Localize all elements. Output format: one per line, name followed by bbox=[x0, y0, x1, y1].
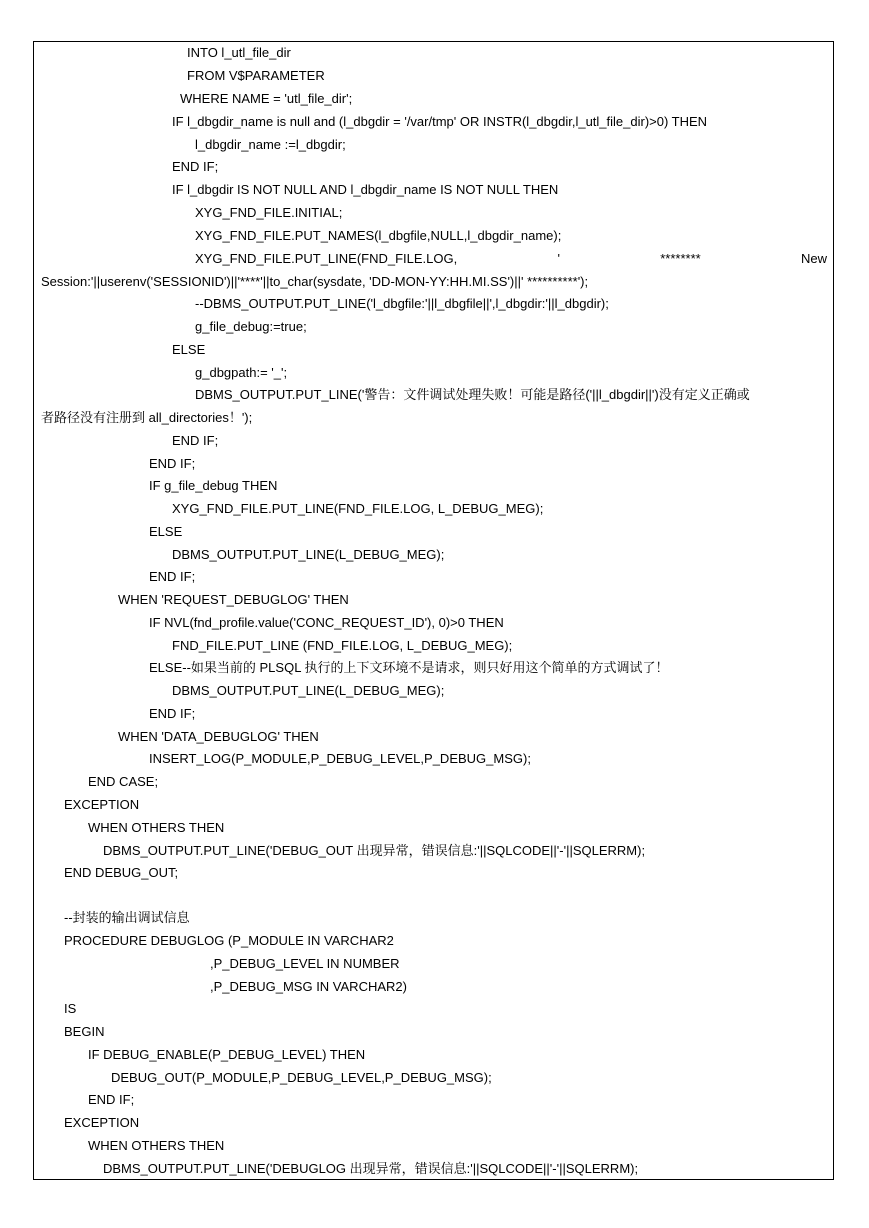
code-line: g_dbgpath:= '_'; bbox=[195, 365, 288, 380]
code-line: END IF; bbox=[172, 159, 219, 174]
code-line: DBMS_OUTPUT.PUT_LINE('DEBUG_OUT 出现异常，错误信息:'||SQLCODE||'-'||SQLERRM); bbox=[103, 843, 646, 858]
code-line: IS bbox=[64, 1001, 77, 1016]
code-line: FND_FILE.PUT_LINE (FND_FILE.LOG, L_DEBUG_MEG); bbox=[172, 638, 513, 653]
code-line: DBMS_OUTPUT.PUT_LINE('DEBUGLOG 出现异常，错误信息:'||SQLCODE||'-'||SQLERRM); bbox=[103, 1161, 639, 1176]
code-line: XYG_FND_FILE.PUT_NAMES(l_dbgfile,NULL,l_dbgdir_name); bbox=[195, 228, 562, 243]
code-line: END IF; bbox=[172, 433, 219, 448]
code-line: IF g_file_debug THEN bbox=[149, 478, 278, 493]
code-line: --DBMS_OUTPUT.PUT_LINE('l_dbgfile:'||l_dbgfile||',l_dbgdir:'||l_dbgdir); bbox=[195, 296, 609, 311]
code-line: IF l_dbgdir_name is null and (l_dbgdir = '/var/tmp' OR INSTR(l_dbgdir,l_utl_file_dir)>0) THEN bbox=[172, 114, 708, 129]
code-line: XYG_FND_FILE.PUT_LINE(FND_FILE.LOG, L_DEBUG_MEG); bbox=[172, 501, 544, 516]
code-line: WHERE NAME = 'utl_file_dir'; bbox=[180, 91, 353, 106]
code-line: END DEBUG_OUT; bbox=[64, 865, 179, 880]
code-line: DBMS_OUTPUT.PUT_LINE(L_DEBUG_MEG); bbox=[172, 547, 445, 562]
code-line: --封装的输出调试信息 bbox=[64, 910, 190, 925]
code-line: EXCEPTION bbox=[64, 1115, 140, 1130]
code-fragment: ******** bbox=[660, 251, 701, 266]
code-line: DEBUG_OUT(P_MODULE,P_DEBUG_LEVEL,P_DEBUG_MSG); bbox=[111, 1070, 492, 1085]
code-line: INTO l_utl_file_dir bbox=[187, 45, 291, 60]
code-line-justified bbox=[195, 251, 827, 267]
code-line: l_dbgdir_name :=l_dbgdir; bbox=[195, 137, 346, 152]
code-line: IF NVL(fnd_profile.value('CONC_REQUEST_ID'), 0)>0 THEN bbox=[149, 615, 504, 630]
code-line: END IF; bbox=[149, 569, 196, 584]
code-fragment: New bbox=[800, 251, 827, 266]
code-line: WHEN 'REQUEST_DEBUGLOG' THEN bbox=[118, 592, 349, 607]
code-line: ELSE--如果当前的 PLSQL 执行的上下文环境不是请求，则只好用这个简单的方式调试了！ bbox=[149, 660, 669, 675]
code-line: END IF; bbox=[149, 456, 196, 471]
code-line: WHEN OTHERS THEN bbox=[88, 1138, 225, 1153]
code-fragment: XYG_FND_FILE.PUT_LINE(FND_FILE.LOG, bbox=[195, 251, 458, 266]
code-line: DBMS_OUTPUT.PUT_LINE('警告：文件调试处理失败！可能是路径('||l_dbgdir||')没有定义正确或 bbox=[195, 387, 750, 402]
code-line: XYG_FND_FILE.INITIAL; bbox=[195, 205, 343, 220]
code-table-frame bbox=[33, 41, 834, 1180]
code-line: EXCEPTION bbox=[64, 797, 140, 812]
code-line: ELSE bbox=[149, 524, 183, 539]
code-line: WHEN 'DATA_DEBUGLOG' THEN bbox=[118, 729, 319, 744]
code-line: INSERT_LOG(P_MODULE,P_DEBUG_LEVEL,P_DEBUG_MSG); bbox=[149, 751, 531, 766]
code-line: Session:'||userenv('SESSIONID')||'****'||to_char(sysdate, 'DD-MON-YY:HH.MI.SS')||' **********'); bbox=[41, 274, 589, 289]
code-line: ,P_DEBUG_MSG IN VARCHAR2) bbox=[210, 979, 407, 994]
code-line: BEGIN bbox=[64, 1024, 105, 1039]
code-line: DBMS_OUTPUT.PUT_LINE(L_DEBUG_MEG); bbox=[172, 683, 445, 698]
code-line: END IF; bbox=[149, 706, 196, 721]
code-line: END CASE; bbox=[88, 774, 159, 789]
code-line: 者路径没有注册到 all_directories！'); bbox=[41, 410, 253, 425]
code-line: WHEN OTHERS THEN bbox=[88, 820, 225, 835]
code-line: FROM V$PARAMETER bbox=[187, 68, 325, 83]
code-line: PROCEDURE DEBUGLOG (P_MODULE IN VARCHAR2 bbox=[64, 933, 394, 948]
code-line: ELSE bbox=[172, 342, 206, 357]
code-line: END IF; bbox=[88, 1092, 135, 1107]
code-fragment: ' bbox=[557, 251, 560, 266]
code-line: IF l_dbgdir IS NOT NULL AND l_dbgdir_name IS NOT NULL THEN bbox=[172, 182, 559, 197]
code-line: IF DEBUG_ENABLE(P_DEBUG_LEVEL) THEN bbox=[88, 1047, 366, 1062]
code-line: g_file_debug:=true; bbox=[195, 319, 307, 334]
code-line: ,P_DEBUG_LEVEL IN NUMBER bbox=[210, 956, 400, 971]
